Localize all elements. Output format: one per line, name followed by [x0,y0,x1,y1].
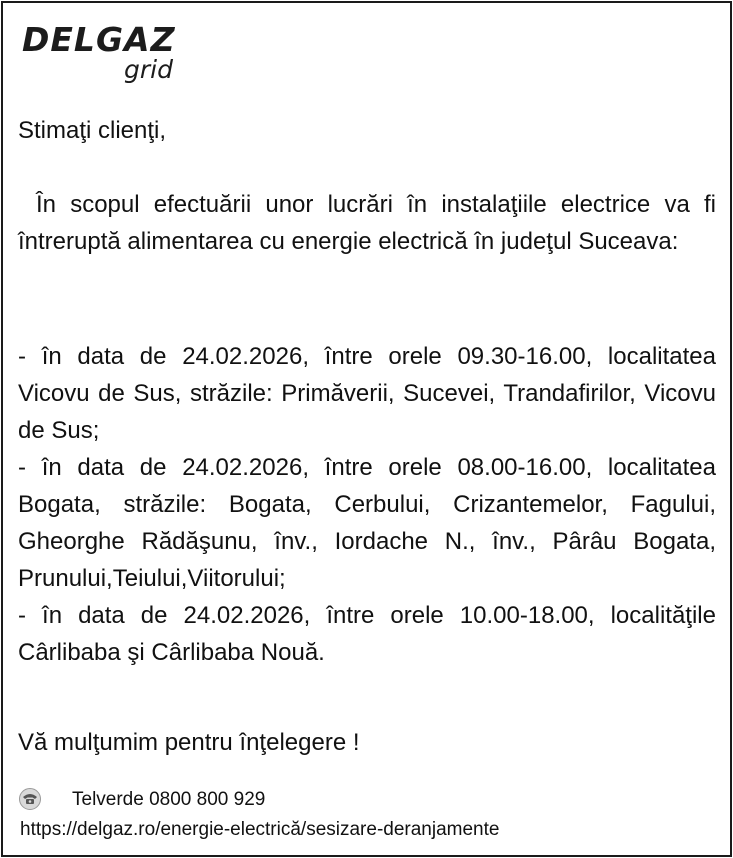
delgaz-grid-logo [22,22,192,88]
report-url[interactable]: https://delgaz.ro/energie-electrică/sesizare-deranjamente [20,819,500,840]
outage-item: - în data de 24.02.2026, între orele 10.00-18.00, localităţile Cârlibaba şi Cârlibaba Nouă. [18,602,716,666]
intro-paragraph: În scopul efectuării unor lucrări în instalaţiile electrice va fi întreruptă alimentarea cu energie electrică în judeţul Suceava: [18,191,716,255]
phone-line: Telverde 0800 800 929 [72,789,266,810]
outage-item: - în data de 24.02.2026, între orele 09.30-16.00, localitatea Vicovu de Sus, străzile: Primăverii, Sucevei, Trandafirilor, Vicovu de Sus; [18,343,716,444]
thanks-line: Vă mulţumim pentru înţelegere ! [18,729,360,756]
outage-list [18,338,716,671]
phone-icon [18,788,42,810]
greeting: Stimaţi clienţi, [18,117,167,144]
logo-brand: DELGAZ [22,20,176,59]
logo-sub: grid [124,55,173,84]
outage-item: - în data de 24.02.2026, între orele 08.00-16.00, localitatea Bogata, străzile: Bogata, Cerbului, Crizantemelor, Fagului, Gheorghe Rădăşunu, înv., Iordache N., înv., Pârâu Bogata, Prunului,Teiului,Viitorului; [18,454,716,592]
